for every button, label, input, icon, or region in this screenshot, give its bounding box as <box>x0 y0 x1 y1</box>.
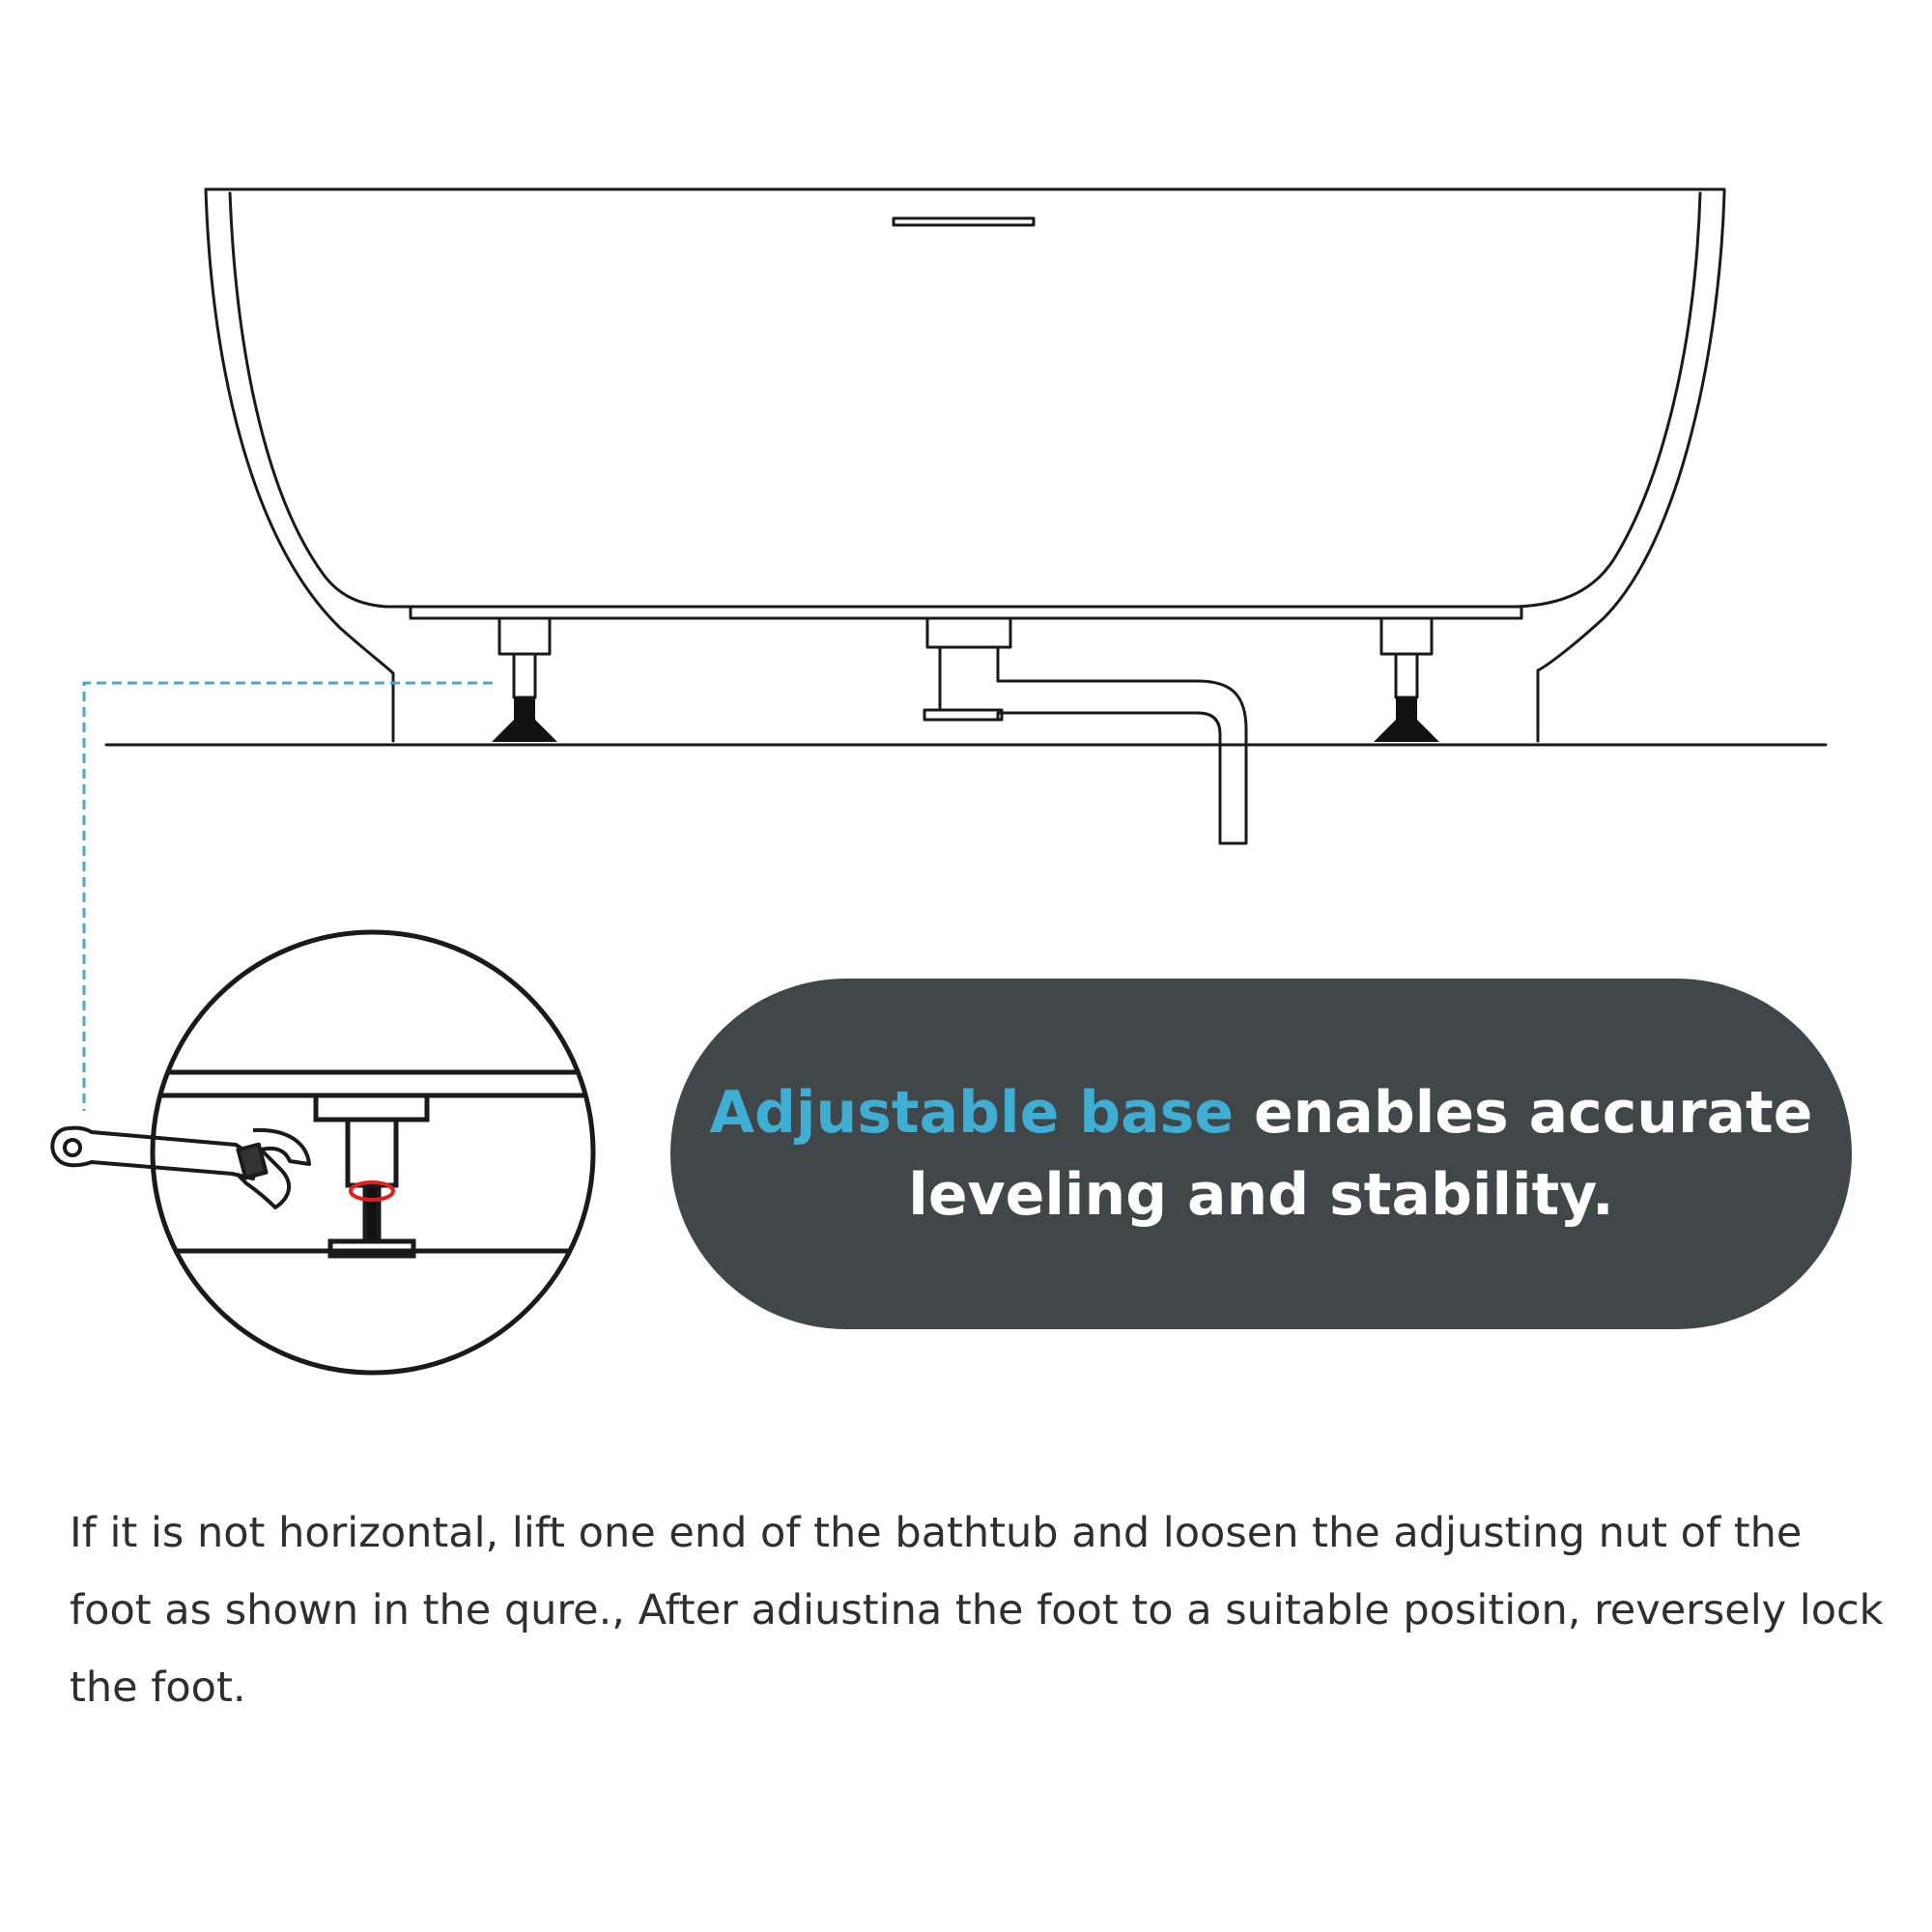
callout-highlight: Adjustable base <box>709 1078 1235 1147</box>
bathtub-outline <box>206 189 1724 741</box>
callout-banner <box>670 979 1852 1329</box>
callout-rest-line1: enables accurate <box>1253 1078 1813 1147</box>
right-adjustable-foot <box>1381 618 1432 697</box>
callout-line2: leveling and stability. <box>908 1160 1614 1229</box>
base-plate <box>411 607 1521 618</box>
overflow-slot <box>894 218 1034 225</box>
detail-leader-line <box>84 683 493 1111</box>
instruction-caption: If it is not horizontal, lift one end of the bathtub and loosen the adjusting nut of the foot as shown in the qure., After adiustina the foot to a suitable position, reversely lock the foot. <box>70 1509 1884 1712</box>
drain-pipe <box>924 618 1246 843</box>
left-adjustable-foot <box>499 618 550 697</box>
detail-magnifier <box>135 932 618 1373</box>
bathtub-inner-wall <box>230 193 1700 607</box>
wrench-icon <box>52 1128 309 1208</box>
right-foot-base <box>1374 697 1439 742</box>
callout-text <box>710 1072 1813 1236</box>
left-foot-base <box>492 697 557 742</box>
